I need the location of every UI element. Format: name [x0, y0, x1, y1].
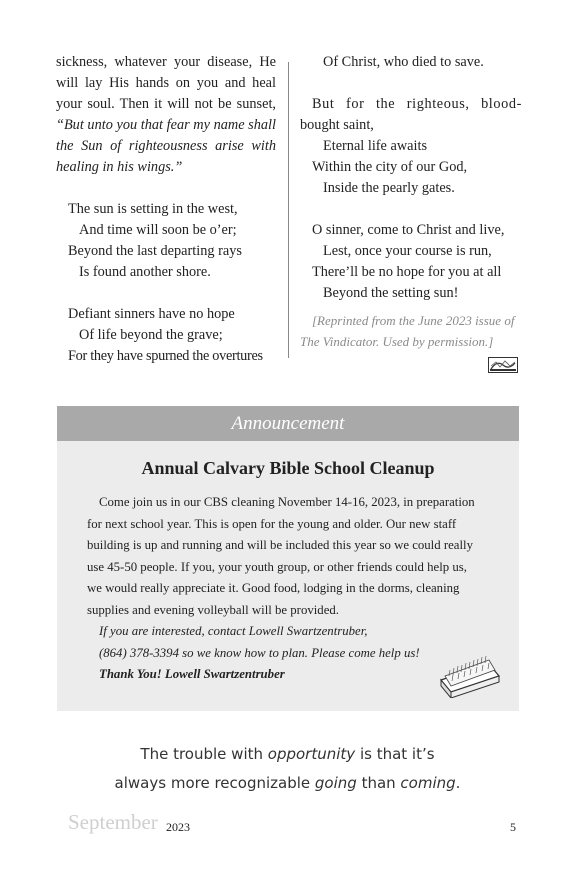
saying-emphasis: going	[314, 774, 357, 792]
body-line: we would really appreciate it. Good food, lodging in the dorms, cleaning	[87, 581, 460, 595]
announcement-title: Annual Calvary Bible School Cleanup	[141, 458, 435, 478]
saying-emphasis: coming	[400, 774, 456, 792]
scripture-line: the Sun of righteousness arise with	[56, 138, 276, 154]
contact-line: If you are interested, contact Lowell Swartzentruber,	[99, 624, 368, 638]
poem-line: But for the righteous, blood-	[312, 96, 522, 112]
poem-line: bought saint,	[300, 117, 374, 133]
poem-line: Of life beyond the grave;	[79, 327, 223, 343]
scripture-line: “But unto you that fear my name shall	[56, 117, 276, 133]
contact-info	[99, 621, 420, 664]
saying-emphasis: opportunity	[267, 745, 356, 763]
right-column	[300, 52, 522, 352]
body-line: supplies and evening volleyball will be provided.	[87, 602, 339, 617]
poem-line: For they have spurned the overtures	[68, 348, 263, 364]
body-line: use 45-50 people. If you, your youth group, or other friends could help us,	[87, 559, 467, 574]
footer-year: 2023	[166, 820, 190, 834]
scripture-line: healing in his wings.”	[56, 159, 183, 175]
text-line: will lay His hands on you and heal	[56, 75, 276, 91]
scrub-brush-icon	[437, 646, 503, 703]
left-column	[56, 52, 276, 367]
poem-line: Beyond the last departing rays	[68, 243, 242, 259]
column-divider	[288, 62, 289, 358]
poem-line: And time will soon be o’er;	[79, 222, 237, 238]
text-line: sickness, whatever your disease, He	[56, 54, 276, 70]
note-line: The Vindicator. Used by permission.]	[300, 334, 494, 349]
reprint-note	[300, 310, 522, 352]
poem-line: O sinner, come to Christ and live,	[312, 222, 505, 238]
contact-line: (864) 378-3394 so we know how to plan. Please come help us!	[99, 645, 420, 660]
poem-line: The sun is setting in the west,	[68, 201, 238, 217]
poem-line: Within the city of our God,	[312, 159, 468, 175]
saying-text: than	[356, 774, 401, 792]
poem-line: Lest, once your course is run,	[323, 243, 492, 259]
end-mark-icon	[488, 357, 518, 378]
poem-line: Is found another shore.	[79, 264, 211, 280]
text-line: your soul. Then it will not be sunset,	[56, 96, 276, 112]
note-line: [Reprinted from the June 2023 issue of	[312, 313, 515, 328]
footer-month: September	[68, 810, 158, 834]
poem-line: There’ll be no hope for you at all	[312, 264, 502, 280]
poem-line: Of Christ, who died to save.	[323, 54, 484, 70]
closing-saying	[0, 740, 575, 798]
saying-line-1	[0, 740, 575, 769]
saying-line-2	[0, 769, 575, 798]
poem-line: Inside the pearly gates.	[323, 180, 455, 196]
saying-text: is that it’s	[355, 745, 435, 763]
announcement-heading: Announcement	[57, 406, 519, 441]
saying-text: .	[455, 774, 461, 792]
saying-text: The trouble with	[140, 745, 268, 763]
announcement-panel	[57, 406, 519, 711]
saying-text: always more recognizable	[114, 774, 315, 792]
body-line: for next school year. This is open for the young and older. Our new staff	[87, 516, 457, 531]
poem-line: Defiant sinners have no hope	[68, 306, 235, 322]
poem-line: Eternal life awaits	[323, 138, 428, 154]
poem-line: Beyond the setting sun!	[323, 285, 459, 301]
page-number: 5	[510, 820, 516, 834]
body-line: building is up and running and will be included this year so we could really	[87, 538, 473, 552]
body-line: Come join us in our CBS cleaning November 14-16, 2023, in preparation	[99, 495, 475, 509]
thanks-line: Thank You! Lowell Swartzentruber	[99, 667, 285, 681]
announcement-body	[87, 492, 493, 621]
